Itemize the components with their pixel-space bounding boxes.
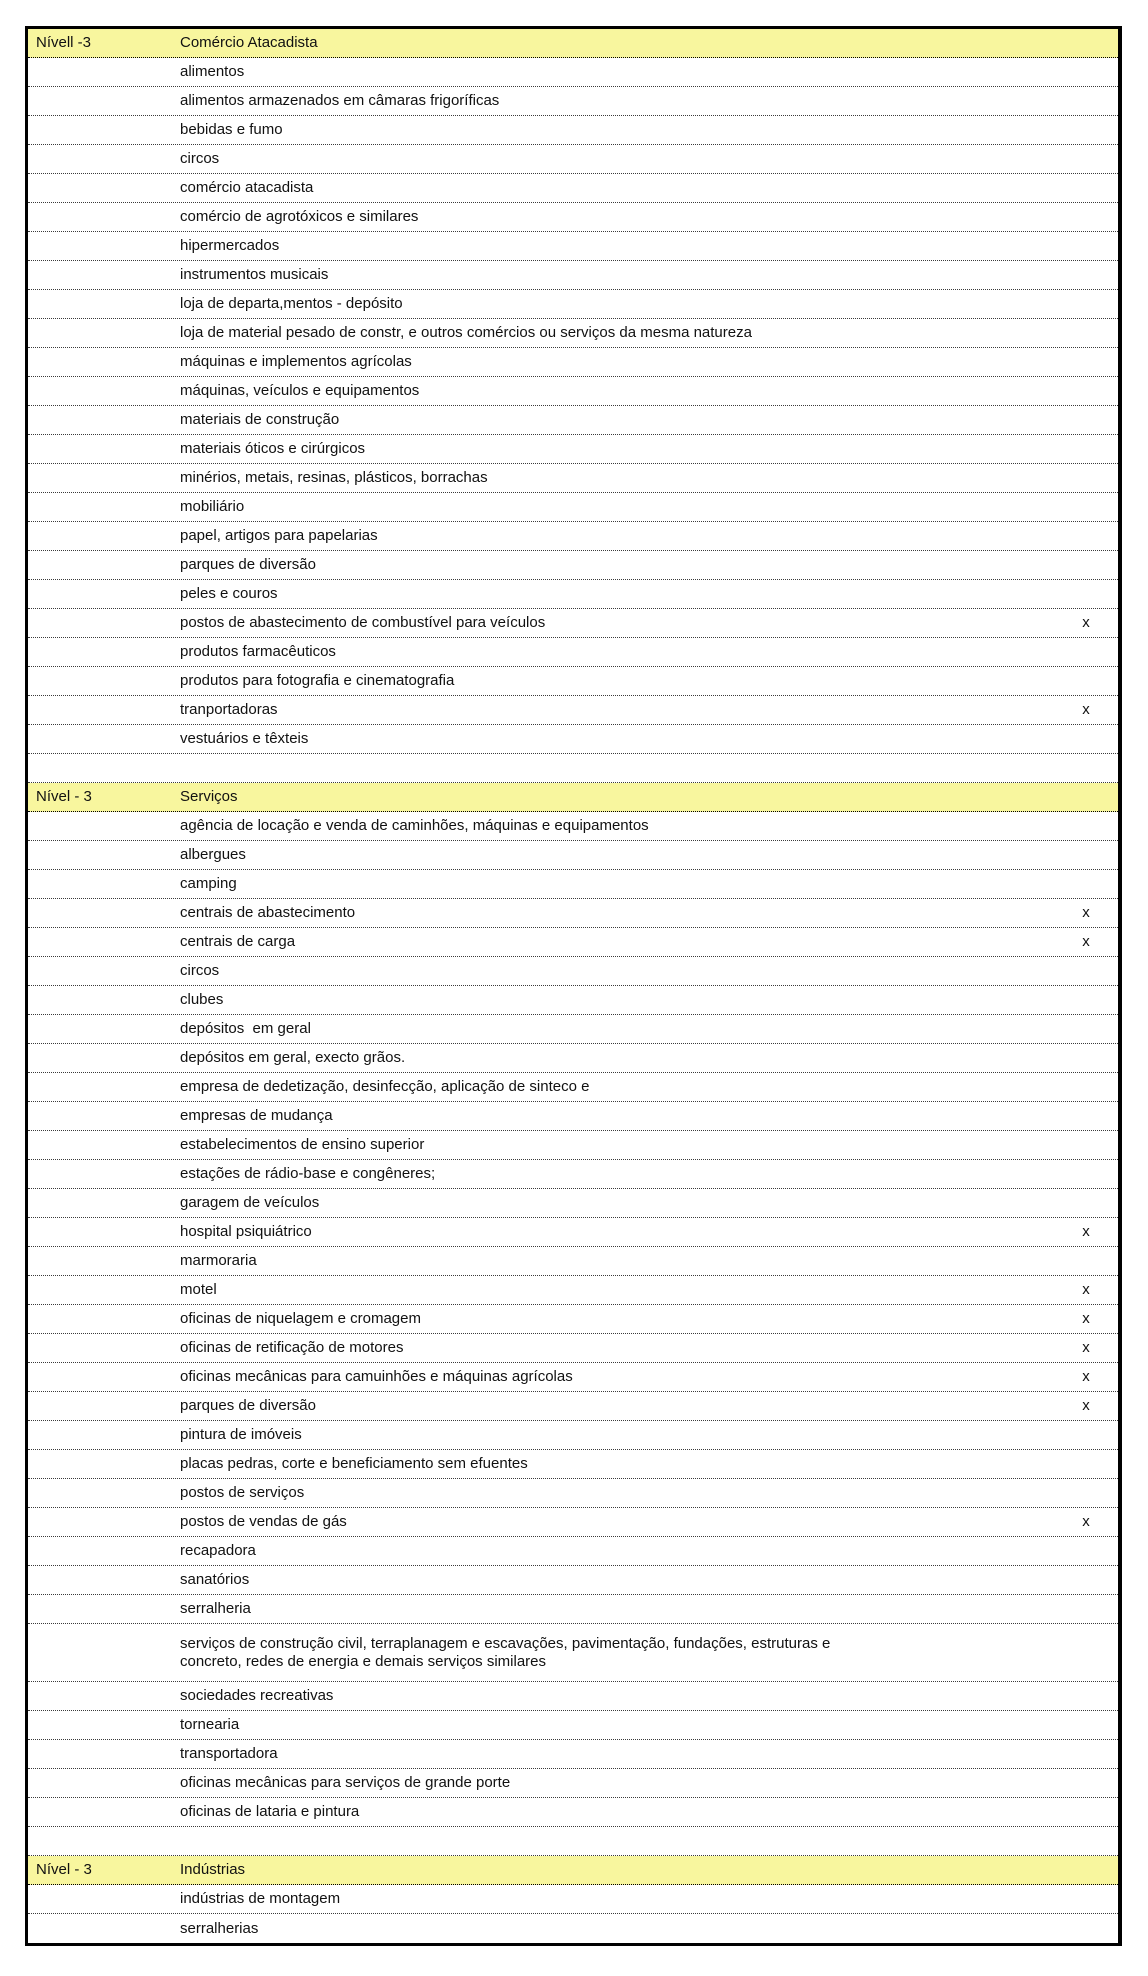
item-mark: x xyxy=(1082,1310,1090,1327)
table-row xyxy=(28,1914,1118,1943)
item-mark: x xyxy=(1082,1513,1090,1530)
item-mark: x xyxy=(1082,1397,1090,1414)
item-label: agência de locação e venda de caminhões, máquinas e equipamentos xyxy=(180,817,649,834)
table-row xyxy=(28,1740,1118,1769)
item-label: materiais óticos e cirúrgicos xyxy=(180,440,366,457)
item-label: alimentos armazenados em câmaras frigoríficas xyxy=(180,92,500,109)
item-label: recapadora xyxy=(180,1542,256,1559)
item-mark: x xyxy=(1082,1368,1090,1385)
item-label: postos de abastecimento de combustível para veículos xyxy=(180,614,546,631)
item-label: instrumentos musicais xyxy=(180,266,329,283)
table-row xyxy=(28,493,1118,522)
section-title: Serviços xyxy=(180,788,238,805)
item-label: comércio de agrotóxicos e similares xyxy=(180,208,419,225)
item-label: sociedades recreativas xyxy=(180,1687,334,1704)
item-mark: x xyxy=(1082,904,1090,921)
table-row xyxy=(28,1508,1118,1537)
table-row xyxy=(28,1363,1118,1392)
table-row xyxy=(28,319,1118,348)
table-row xyxy=(28,928,1118,957)
classification-table xyxy=(25,26,1122,1946)
item-label: vestuários e têxteis xyxy=(180,730,309,747)
item-label: hospital psiquiátrico xyxy=(180,1223,312,1240)
item-label: comércio atacadista xyxy=(180,179,314,196)
item-mark: x xyxy=(1082,614,1090,631)
table-row xyxy=(28,1073,1118,1102)
item-label: indústrias de montagem xyxy=(180,1890,341,1907)
table-row xyxy=(28,725,1118,754)
table-row xyxy=(28,870,1118,899)
item-label: estabelecimentos de ensino superior xyxy=(180,1136,425,1153)
table-row xyxy=(28,1189,1118,1218)
table-row xyxy=(28,841,1118,870)
item-label: marmoraria xyxy=(180,1252,257,1269)
item-mark: x xyxy=(1082,933,1090,950)
item-label: empresas de mudança xyxy=(180,1107,333,1124)
item-label: parques de diversão xyxy=(180,1397,316,1414)
table-row xyxy=(28,406,1118,435)
item-label: postos de vendas de gás xyxy=(180,1513,347,1530)
item-label: minérios, metais, resinas, plásticos, borrachas xyxy=(180,469,488,486)
table-row xyxy=(28,522,1118,551)
item-label: oficinas de niquelagem e cromagem xyxy=(180,1310,421,1327)
section-level-label: Nível - 3 xyxy=(36,1861,92,1878)
section-header-row xyxy=(28,783,1118,812)
table-row xyxy=(28,812,1118,841)
table-row xyxy=(28,1102,1118,1131)
table-row xyxy=(28,203,1118,232)
item-label: alimentos xyxy=(180,63,245,80)
item-label: centrais de abastecimento xyxy=(180,904,356,921)
table-row xyxy=(28,464,1118,493)
item-label xyxy=(180,1635,1054,1671)
item-label: hipermercados xyxy=(180,237,280,254)
item-label: serralheria xyxy=(180,1600,251,1617)
table-row xyxy=(28,1711,1118,1740)
item-label: circos xyxy=(180,962,220,979)
table-row xyxy=(28,1624,1118,1682)
table-row xyxy=(28,261,1118,290)
item-label: depósitos em geral xyxy=(180,1020,311,1037)
item-label: empresa de dedetização, desinfecção, aplicação de sinteco e xyxy=(180,1078,590,1095)
item-label: loja de material pesado de constr, e outros comércios ou serviços da mesma natureza xyxy=(180,324,752,341)
table-row xyxy=(28,580,1118,609)
item-label: albergues xyxy=(180,846,246,863)
table-row xyxy=(28,1479,1118,1508)
item-label: oficinas mecânicas para camuinhões e máquinas agrícolas xyxy=(180,1368,573,1385)
table-row xyxy=(28,1392,1118,1421)
table-row xyxy=(28,1131,1118,1160)
spacer-row xyxy=(28,1827,1118,1856)
item-mark: x xyxy=(1082,1281,1090,1298)
table-row xyxy=(28,638,1118,667)
table-row xyxy=(28,551,1118,580)
item-label: produtos para fotografia e cinematografia xyxy=(180,672,455,689)
table-row xyxy=(28,957,1118,986)
item-label: placas pedras, corte e beneficiamento sem efuentes xyxy=(180,1455,528,1472)
table-row xyxy=(28,1276,1118,1305)
item-label-line: serviços de construção civil, terraplanagem e escavações, pavimentação, fundações, estruturas e xyxy=(180,1634,831,1652)
table-row xyxy=(28,1450,1118,1479)
item-label: máquinas, veículos e equipamentos xyxy=(180,382,420,399)
table-row xyxy=(28,696,1118,725)
table-row xyxy=(28,232,1118,261)
table-row xyxy=(28,87,1118,116)
spacer-row xyxy=(28,754,1118,783)
table-row xyxy=(28,1885,1118,1914)
table-row xyxy=(28,899,1118,928)
item-label: clubes xyxy=(180,991,224,1008)
item-label: camping xyxy=(180,875,237,892)
table-row xyxy=(28,1044,1118,1073)
table-row xyxy=(28,1305,1118,1334)
item-label: depósitos em geral, execto grãos. xyxy=(180,1049,406,1066)
section-title: Indústrias xyxy=(180,1861,246,1878)
section-header-row xyxy=(28,1856,1118,1885)
table-row xyxy=(28,1566,1118,1595)
section-title: Comércio Atacadista xyxy=(180,34,318,51)
item-label: oficinas de lataria e pintura xyxy=(180,1803,360,1820)
table-row xyxy=(28,1682,1118,1711)
item-mark: x xyxy=(1082,1223,1090,1240)
table-row xyxy=(28,435,1118,464)
table-row xyxy=(28,1218,1118,1247)
item-label: tornearia xyxy=(180,1716,240,1733)
item-label: motel xyxy=(180,1281,217,1298)
item-label: papel, artigos para papelarias xyxy=(180,527,378,544)
item-label: parques de diversão xyxy=(180,556,316,573)
item-label: oficinas de retificação de motores xyxy=(180,1339,404,1356)
item-mark: x xyxy=(1082,1339,1090,1356)
item-label: serralherias xyxy=(180,1919,259,1937)
table-row xyxy=(28,58,1118,87)
item-label: bebidas e fumo xyxy=(180,121,283,138)
item-label: garagem de veículos xyxy=(180,1194,320,1211)
table-row xyxy=(28,1334,1118,1363)
table-row xyxy=(28,174,1118,203)
table-row xyxy=(28,377,1118,406)
table-row xyxy=(28,1015,1118,1044)
table-row xyxy=(28,348,1118,377)
item-label: centrais de carga xyxy=(180,933,296,950)
item-label: transportadora xyxy=(180,1745,278,1762)
table-row xyxy=(28,1595,1118,1624)
table-row xyxy=(28,1160,1118,1189)
section-header-row xyxy=(28,29,1118,58)
item-label: mobiliário xyxy=(180,498,245,515)
item-label: tranportadoras xyxy=(180,701,278,718)
item-label: produtos farmacêuticos xyxy=(180,643,336,660)
table-row xyxy=(28,609,1118,638)
table-row xyxy=(28,1798,1118,1827)
table-row xyxy=(28,667,1118,696)
section-level-label: Nívell -3 xyxy=(36,34,92,51)
item-label: circos xyxy=(180,150,220,167)
table-row xyxy=(28,1769,1118,1798)
item-label: máquinas e implementos agrícolas xyxy=(180,353,412,370)
table-row xyxy=(28,1421,1118,1450)
item-label: materiais de construção xyxy=(180,411,340,428)
item-label: oficinas mecânicas para serviços de grande porte xyxy=(180,1774,511,1791)
item-label: peles e couros xyxy=(180,585,278,602)
table-row xyxy=(28,1537,1118,1566)
item-label-line: concreto, redes de energia e demais serviços similares xyxy=(180,1652,546,1670)
table-row xyxy=(28,145,1118,174)
section-level-label: Nível - 3 xyxy=(36,788,92,805)
item-label: estações de rádio-base e congêneres; xyxy=(180,1165,436,1182)
table-row xyxy=(28,1247,1118,1276)
table-row xyxy=(28,290,1118,319)
item-label: pintura de imóveis xyxy=(180,1426,302,1443)
table-row xyxy=(28,986,1118,1015)
item-label: sanatórios xyxy=(180,1571,250,1588)
item-label: postos de serviços xyxy=(180,1484,305,1501)
item-mark: x xyxy=(1082,701,1090,718)
table-row xyxy=(28,116,1118,145)
item-label: loja de departa,mentos - depósito xyxy=(180,295,403,312)
